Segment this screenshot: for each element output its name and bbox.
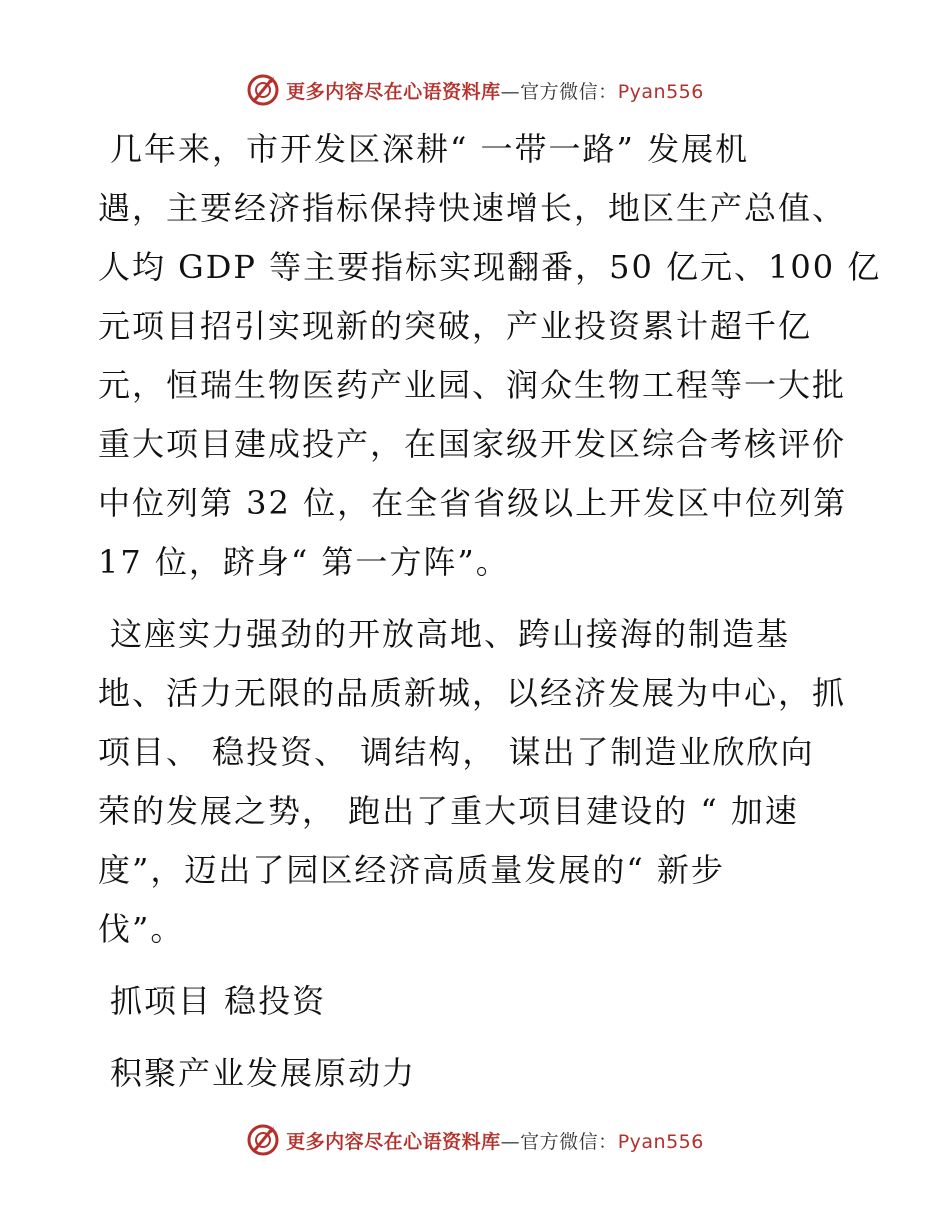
paragraph-line: 人均 GDP 等主要指标实现翻番，50 亿元、100 亿 xyxy=(98,248,882,286)
watermark-handle: Pyan556 xyxy=(617,80,704,103)
document-body xyxy=(98,120,882,1103)
watermark-dash: — xyxy=(500,80,521,103)
footer-watermark xyxy=(0,1120,950,1160)
watermark-handle: Pyan556 xyxy=(617,1130,704,1153)
paragraph-line: 遇，主要经济指标保持快速增长，地区生产总值、 xyxy=(98,189,847,227)
section-heading-1 xyxy=(98,972,858,1031)
watermark-lead: 更多内容尽在心语资料库 xyxy=(286,80,501,103)
header-watermark xyxy=(0,70,950,110)
section-heading-2 xyxy=(98,1044,858,1103)
paragraph-line: 重大项目建成投产，在国家级开发区综合考核评价 xyxy=(98,425,847,463)
paragraph-line: 度”，迈出了园区经济高质量发展的“ 新步 xyxy=(98,851,725,889)
paragraph-line: 中位列第 32 位，在全省省级以上开发区中位列第 xyxy=(98,484,848,522)
paragraph-line: 元项目招引实现新的突破，产业投资累计超千亿 xyxy=(98,307,813,345)
logo-icon xyxy=(246,1123,280,1157)
heading-text: 抓项目 稳投资 xyxy=(110,982,327,1020)
watermark-dash: — xyxy=(500,1130,521,1153)
paragraph-line: 项目、 稳投资、 调结构， 谋出了制造业欣欣向 xyxy=(98,733,815,771)
paragraph-line: 几年来，市开发区深耕“ 一带一路” 发展机 xyxy=(110,130,750,168)
paragraph-2 xyxy=(98,605,858,959)
paragraph-line: 这座实力强劲的开放高地、跨山接海的制造基 xyxy=(110,615,791,653)
paragraph-line: 荣的发展之势， 跑出了重大项目建设的 “ 加速 xyxy=(98,792,799,830)
paragraph-line: 伐”。 xyxy=(98,910,185,948)
logo-icon xyxy=(246,73,280,107)
paragraph-line: 元，恒瑞生物医药产业园、润众生物工程等一大批 xyxy=(98,366,847,404)
watermark-official: 官方微信： xyxy=(520,80,618,103)
paragraph-1 xyxy=(98,120,882,592)
paragraph-line: 地、活力无限的品质新城，以经济发展为中心，抓 xyxy=(98,674,847,712)
watermark-official: 官方微信： xyxy=(520,1130,618,1153)
paragraph-line: 17 位，跻身“ 第一方阵”。 xyxy=(98,543,510,581)
watermark-lead: 更多内容尽在心语资料库 xyxy=(286,1130,501,1153)
heading-text: 积聚产业发展原动力 xyxy=(110,1054,417,1092)
